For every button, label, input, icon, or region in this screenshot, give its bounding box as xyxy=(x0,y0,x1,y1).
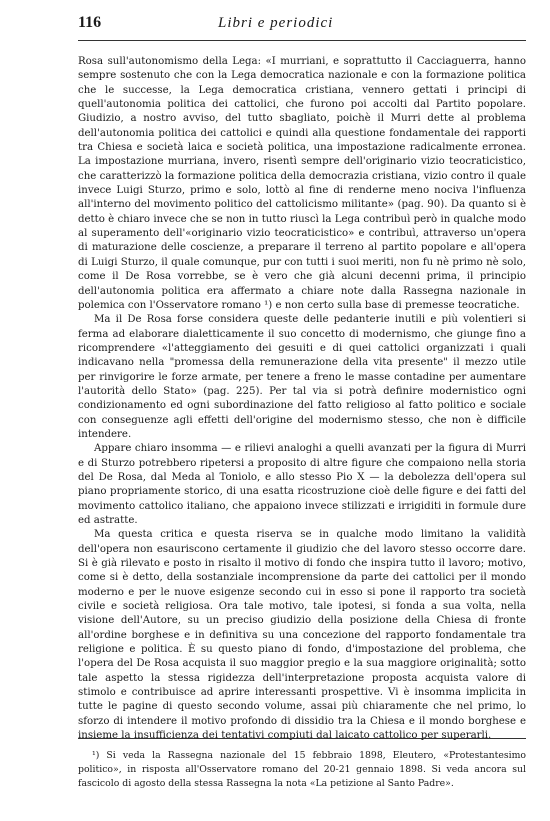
paragraph: Appare chiaro insomma — e rilievi analoghi a quelli avanzati per la figura di Murri e di Sturzo potrebbero ripetersi a proposito di altre figure che compaiono nella storia del De Rosa, dal Meda al Toniolo, e allo stesso Pio X — la debolezza dell'opera sul piano propriamente storico, di una esatta ricostruzione cioè delle figure e dei fatti del movimento cattolico italiano, che appaiono invece stilizzati e irrigiditi in formule dure ed astratte. xyxy=(78,443,526,526)
body-text xyxy=(78,55,526,744)
running-title: Libri e periodici xyxy=(218,15,334,31)
paragraph: Ma il De Rosa forse considera queste delle pedanterie inutili e più volentieri si ferma ad elaborare dialetticamente il suo concetto di modernismo, che giunge fino a ricomprendere «l'atteggiamento dei gesuiti e di quei cattolici organizzati i quali indicavano nella "promessa della remunerazione della vita presente" il mezzo utile per rinvigorire le forze armate, per tenere a freno le masse contadine per aumentare l'autorità dello Stato» (pag. 225). Per tal via si potrà definire modernistico ogni condizionamento ed ogni subordinazione del fatto religioso al fatto politico e sociale con conseguenze agli effetti dell'origine del modernismo stesso, che non è difficile intendere. xyxy=(78,314,526,440)
paragraph: Rosa sull'autonomismo della Lega: «I murriani, e soprattutto il Cacciaguerra, hanno sempre sostenuto che con la Lega democratica nazionale e con la formazione politica che le successe, la Lega democratica cristiana, vennero gettati i principi di quell'autonomia politica dei cattolici, che furono poi accolti dal Partito popolare. Giudizio, a nostro avviso, del tutto sbagliato, poichè il Murri dette al problema dell'autonomia politica dei cattolici e quindi alla questione fondamentale dei rapporti tra Chiesa e società laica e società politica, una impostazione radicalmente erronea. La impostazione murriana, invero, risentì sempre dell'originario vizio teocraticistico, che caratterizzò la formazione politica della democrazia cristiana, vizio contro il quale invece Luigi Sturzo, primo e solo, lottò al fine di renderne meno nociva l'influenza all'interno del movimento politico del cattolicismo militante» (pag. 90). Da quanto si è detto è chiaro invece che se non in tutto riuscì la Lega contribuì però in qualche modo al superamento dell'«originario vizio teocraticistico» e contribuì, attraverso un'opera di maturazione delle coscienze, a preparare il terreno al partito popolare e all'opera di Luigi Sturzo, il quale comunque, pur con tutti i suoi meriti, non fu nè primo nè solo, come il De Rosa vorrebbe, se è vero che già alcuni decenni prima, il principio dell'autonomia politica era affermato a chiare note dalla Rassegna nazionale in polemica con l'Osservatore romano ¹) e non certo sulla base di premesse teocratiche. xyxy=(78,56,526,311)
footnotes xyxy=(78,738,526,791)
page xyxy=(78,14,526,744)
footnote: ¹) Si veda la Rassegna nazionale del 15 febbraio 1898, Eleutero, «Protestantesimo politico», in risposta all'Osservatore romano del 20-21 gennaio 1898. Si veda ancora sul fascicolo di agosto della stessa Rassegna la nota «La petizione al Santo Padre». xyxy=(78,750,526,789)
page-number: 116 xyxy=(78,14,102,31)
page-header xyxy=(78,14,526,41)
paragraph: Ma questa critica e questa riserva se in qualche modo limitano la validità dell'opera non esauriscono certamente il giudizio che del lavoro stesso occorre dare. Si è già rilevato e posto in risalto il motivo di fondo che inspira tutto il lavoro; motivo, come si è detto, della sostanziale incomprensione da parte dei cattolici per il mondo moderno e per le nuove esigenze secondo cui in esso si pone il rapporto tra società civile e società religiosa. Ora tale motivo, tale ipotesi, si fonda a sua volta, nella visione dell'Autore, su un preciso giudizio della posizione della Chiesa di fronte all'ordine borghese e in definitiva su una concezione del rapporto fondamentale tra religione e politica. È su questo piano di fondo, d'impostazione del problema, che l'opera del De Rosa acquista il suo maggior pregio e la sua maggiore originalità; sotto tale aspetto la stessa rigidezza dell'interpretazione proposta acquista valore di stimolo e contribuisce ad aprire interessanti prospettive. Vi è insomma implicita in tutte le pagine di questo secondo volume, assai più chiaramente che nel primo, lo sforzo di intendere il motivo profondo di dissidio tra la Chiesa e il mondo borghese e insieme la insufficienza dei tentativi compiuti dal laicato cattolico per superarli. xyxy=(78,529,526,742)
